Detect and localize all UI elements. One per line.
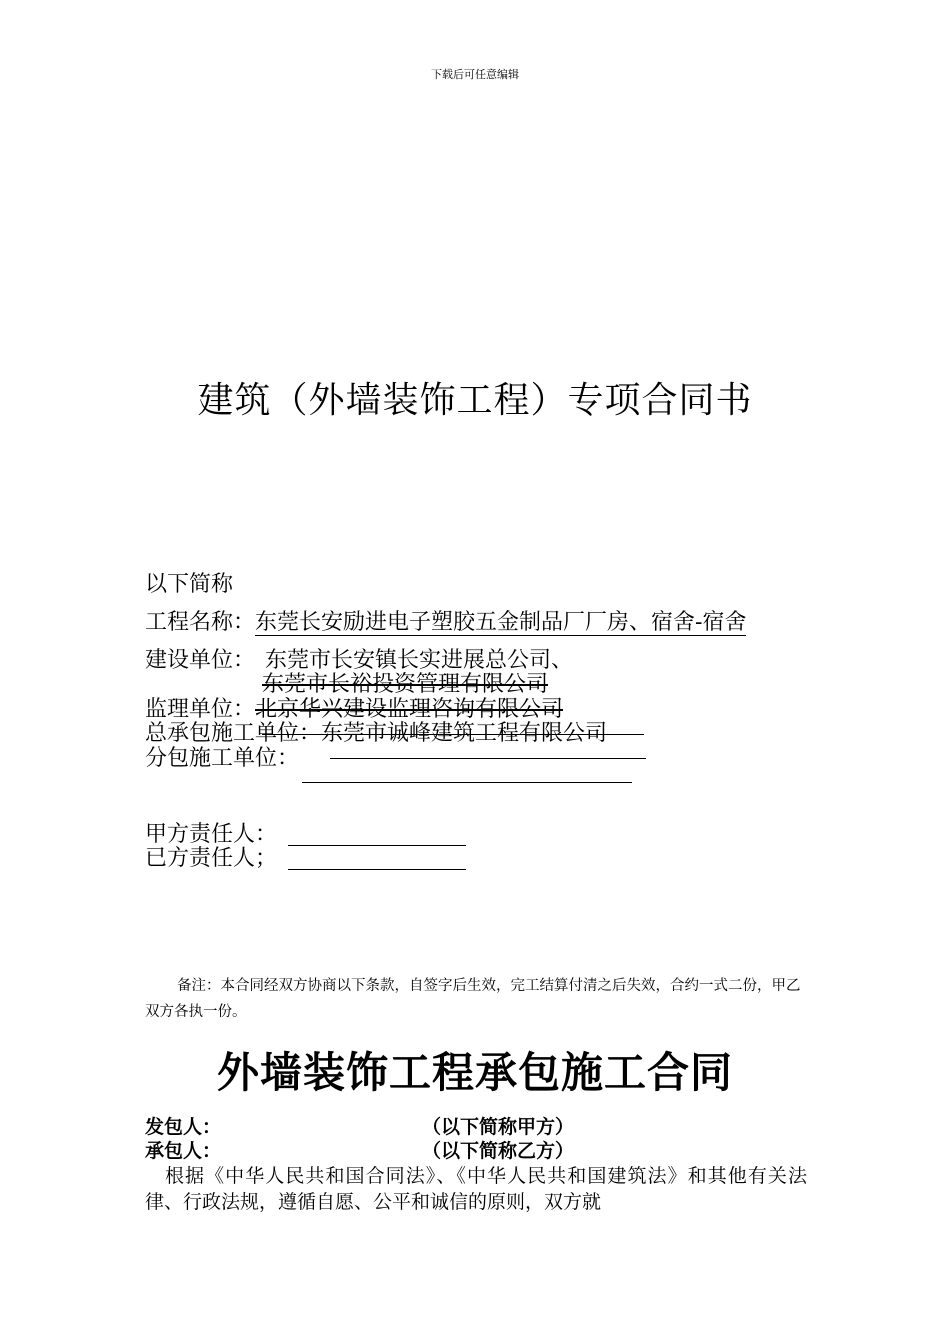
employer-label: 发包人：: [145, 1116, 222, 1138]
contractor-label: 承包人：: [145, 1140, 222, 1162]
builder-label: 建设单位：: [145, 648, 256, 673]
employer-note: （以下简称甲方）: [422, 1116, 575, 1138]
general-contractor-label: 总承包施工单位：: [145, 721, 322, 746]
party-a-rep-label: 甲方责任人：: [145, 822, 278, 847]
general-contractor-strike-line: [262, 734, 644, 735]
contract-intro-paragraph: 根据《中华人民共和国合同法》、《中华人民共和国建筑法》和其他有关法律、行政法规，遵循自愿、公平和诚信的原则，双方就: [145, 1165, 807, 1213]
party-b-rep-line: [288, 869, 466, 870]
header-note: 下载后可任意编辑: [431, 68, 519, 81]
party-b-rep-label: 已方责任人；: [145, 846, 278, 871]
party-a-rep-line: [288, 845, 466, 846]
project-name-row: [145, 610, 746, 636]
contractor-note: （以下简称乙方）: [422, 1140, 575, 1162]
supervisor-row: [145, 697, 563, 723]
general-contractor-value: 东莞市诚峰建筑工程有限公司: [321, 721, 608, 746]
supervisor-label: 监理单位：: [145, 697, 256, 722]
supervisor-value: 北京华兴建设监理咨询有限公司: [255, 697, 564, 722]
builder-value-2: 东莞市长裕投资管理有限公司: [262, 672, 549, 697]
subcontractor-line-1: [330, 758, 646, 759]
cover-title: 建筑（外墙装饰工程）专项合同书: [197, 380, 753, 421]
intro-text: 以下简称: [145, 572, 234, 597]
builder-value-1: 东莞市长安镇长实进展总公司、: [265, 648, 574, 673]
subcontractor-label: 分包施工单位：: [145, 746, 300, 771]
subcontractor-line-2: [302, 782, 632, 783]
project-value: 东莞长安励进电子塑胶五金制品厂厂房、宿舍-宿舍: [255, 610, 747, 635]
project-label: 工程名称：: [145, 610, 256, 635]
contract-title: 外墙装饰工程承包施工合同: [216, 1048, 733, 1097]
remark-note: 备注：本合同经双方协商以下条款，自签字后生效，完工结算付清之后失效，合约一式二份，甲乙双方各执一份。: [145, 978, 801, 1020]
